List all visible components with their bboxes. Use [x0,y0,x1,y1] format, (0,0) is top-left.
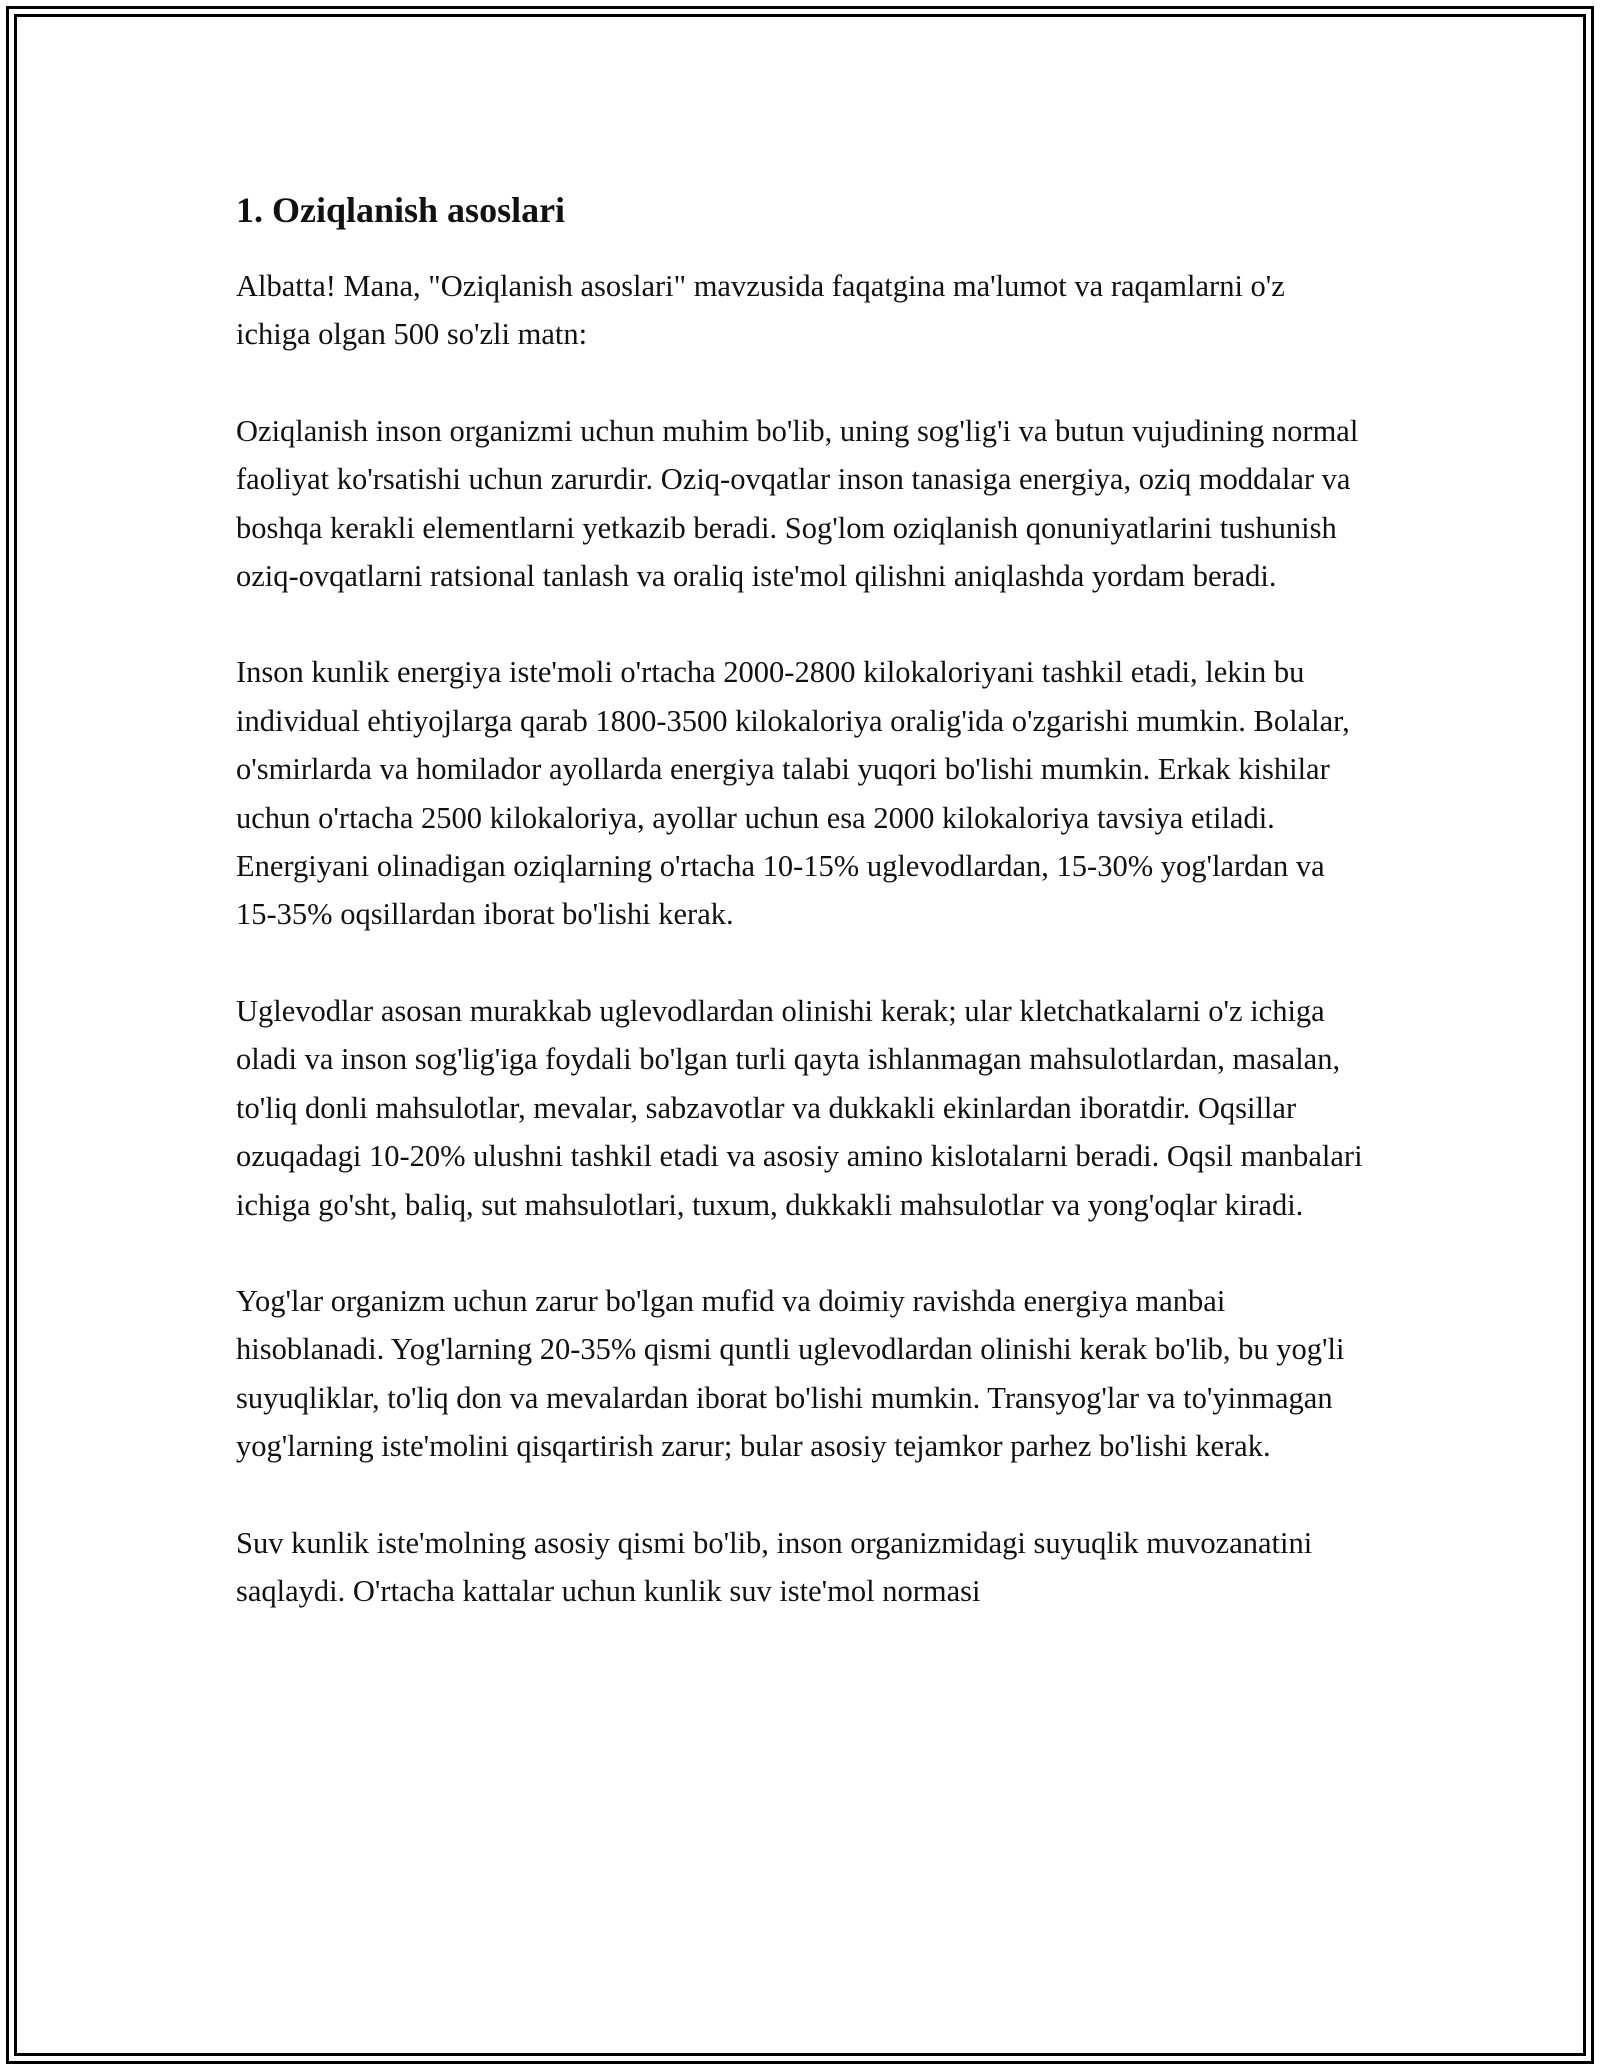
paragraph-carbohydrates-proteins: Uglevodlar asosan murakkab uglevodlardan olinishi kerak; ular kletchatkalarni o'z ichiga oladi va inson sog'lig'iga foydali bo'lgan turli qayta ishlanmagan mahsulotlardan, masalan, to'liq donli mahsulotlar, mevalar, sabzavotlar va dukkakli ekinlardan iboratdir. Oqsillar ozuqadagi 10-20% ulushni tashkil etadi va asosiy amino kislotalarni beradi. Oqsil manbalari ichiga go'sht, baliq, sut mahsulotlari, tuxum, dukkakli mahsulotlar va yong'oqlar kiradi. [236,993,1363,1222]
section-heading: 1. Oziqlanish asoslari [236,190,566,230]
document-body [236,186,1366,1663]
intro-paragraph: Albatta! Mana, "Oziqlanish asoslari" mavzusida faqatgina ma'lumot va raqamlarni o'z ichiga olgan 500 so'zli matn: [236,269,1285,352]
paragraph-water: Suv kunlik iste'molning asosiy qismi bo'lib, inson organizmidagi suyuqlik muvozanatini saqlaydi. O'rtacha kattalar uchun kunlik suv iste'mol normasi [236,1525,1313,1608]
paragraph-fats: Yog'lar organizm uchun zarur bo'lgan mufid va doimiy ravishda energiya manbai hisoblanadi. Yog'larning 20-35% qismi quntli uglevodlardan olinishi kerak bo'lib, bu yog'li suyuqliklar, to'liq don va mevalardan iborat bo'lishi mumkin. Transyog'lar va to'yinmagan yog'larning iste'molini qisqartirish zarur; bular asosiy tejamkor parhez bo'lishi kerak. [236,1283,1345,1464]
paragraph-overview: Oziqlanish inson organizmi uchun muhim bo'lib, uning sog'lig'i va butun vujudining normal faoliyat ko'rsatishi uchun zarurdir. Oziq-ovqatlar inson tanasiga energiya, oziq moddalar va boshqa kerakli elementlarni yetkazib beradi. Sog'lom oziqlanish qonuniyatlarini tushunish oziq-ovqatlarni ratsional tanlash va oraliq iste'mol qilishni aniqlashda yordam beradi. [236,413,1359,594]
paragraph-energy: Inson kunlik energiya iste'moli o'rtacha 2000-2800 kilokaloriyani tashkil etadi, lekin bu individual ehtiyojlarga qarab 1800-3500 kilokaloriya oralig'ida o'zgarishi mumkin. Bolalar, o'smirlarda va homilador ayollarda energiya talabi yuqori bo'lishi mumkin. Erkak kishilar uchun o'rtacha 2500 kilokaloriya, ayollar uchun esa 2000 kilokaloriya tavsiya etiladi. Energiyani olinadigan oziqlarning o'rtacha 10-15% uglevodlardan, 15-30% yog'lardan va 15-35% oqsillardan iborat bo'lishi kerak. [236,655,1350,932]
